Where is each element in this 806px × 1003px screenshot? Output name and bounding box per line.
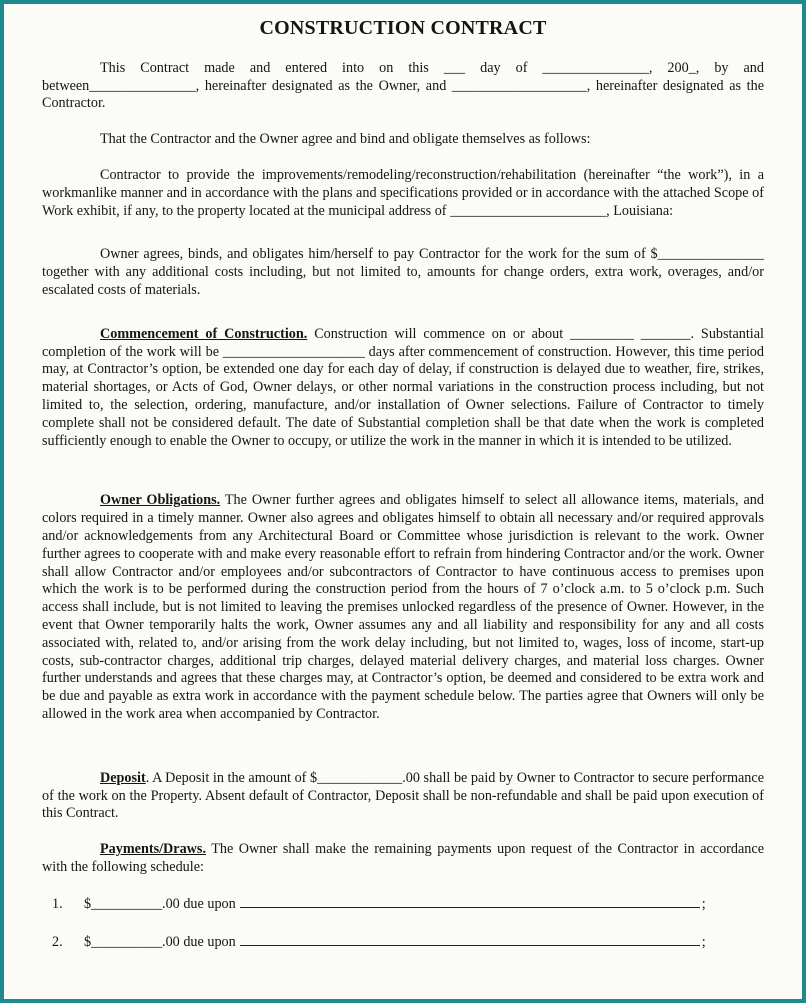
payment-row-blank	[240, 893, 700, 908]
payment-row-number: 2.	[52, 933, 63, 950]
page-title: CONSTRUCTION CONTRACT	[259, 17, 547, 39]
payment-row-end: ;	[701, 895, 706, 912]
payments-heading: Payments/Draws.	[100, 841, 206, 858]
document-page	[4, 4, 802, 999]
contract-document	[42, 14, 764, 949]
deposit-heading: Deposit	[100, 769, 146, 786]
owner-obligations-heading: Owner Obligations.	[100, 492, 221, 509]
payment-row-number: 1.	[52, 895, 63, 912]
owner-obligations-section	[42, 492, 764, 723]
commencement-text: Construction will commence on or about _________ _______. Substantial completion of the work will be ____________________ days after commencement of construction. However, this time period may, at Contractor’s option, be extended one day for each day of delay, if construction is delayed due to weather, fire, strikes, material shortages, or Acts of God, Owner delays, or other normal variations in the construction process including, but not limited to, the selection, ordering, manufacture, and/or installation of Owner selections. Failure of Contractor to timely complete shall not be considered default. The date of Substantial completion shall be that date when the work is completed sufficiently enough to enable the Owner to occupy, or utilize the work in the manner in which it is intended to be utilized.	[42, 325, 764, 449]
payments-text: The Owner shall make the remaining payments upon request of the Contractor in accordance with the following schedule:	[42, 841, 764, 875]
payments-section	[42, 841, 764, 877]
payment-paragraph: Owner agrees, binds, and obligates him/herself to pay Contractor for the work for the sum of $_______________ together with any additional costs including, but not limited to, amounts for change orders, extra work, overages, and/or escalated costs of materials.	[42, 246, 764, 298]
deposit-text: . A Deposit in the amount of $____________.00 shall be paid by Owner to Contractor to secure performance of the work on the Property. Absent default of Contractor, Deposit shall be non-refundable and shall be paid upon execution of this Contract.	[42, 769, 764, 822]
payment-row-amount: $__________.00 due upon	[84, 933, 236, 950]
payment-row	[52, 893, 764, 911]
deposit-section	[42, 770, 764, 823]
payment-row	[52, 931, 764, 949]
commencement-section	[42, 326, 764, 451]
payment-row-end: ;	[701, 933, 706, 950]
scope-paragraph: Contractor to provide the improvements/remodeling/reconstruction/rehabilitation (hereinafter “the work”), in a workmanlike manner and in accordance with the plans and specifications provided or in accordance with the attached Scope of Work exhibit, if any, to the property located at the municipal address of ______________________, Louisiana:	[42, 166, 764, 219]
intro-paragraph: This Contract made and entered into on this ___ day of _______________, 200_, by and between_______________, hereinafter designated as the Owner, and ___________________, hereinafter designated as the Contractor.	[42, 59, 764, 112]
payment-row-blank	[240, 931, 700, 946]
agreement-paragraph: That the Contractor and the Owner agree and bind and obligate themselves as follows:	[100, 131, 591, 148]
owner-obligations-text: The Owner further agrees and obligates himself to select all allowance items, materials, and colors required in a timely manner. Owner also agrees and obligates himself to obtain all necessary and/or required approvals and/or acknowledgements from any Architectural Board or Committee whose jurisdiction is relevant to the work. Owner further agrees to cooperate with and make every reasonable effort to refrain from hindering Contractor and/or the work. Owner shall allow Contractor and/or employees and/or subcontractors of Contractor to have continuous access to premises upon which the work is to be performed during the construction period from the hours of 7 o’clock a.m. to 5 o’clock p.m. Such access shall include, but is not limited to leaving the premises unlocked regardless of the presence of Owner. However, in the event that Owner temporarily halts the work, Owner assumes any and all liability and responsibility for any and all costs associated with, related to, and/or arising from the work delay including, but not limited to, wages, loss of income, start-up costs, sub-contractor charges, additional trip charges, delayed material delivery charges, and material loss charges. Owner further understands and agrees that these charges may, at Contractor’s option, be deemed and considered to be extra work and be due and payable as extra work in accordance with the payment schedule below. The parties agree that Owners will only be allowed in the work area when accompanied by Contractor.	[42, 492, 764, 722]
payment-row-amount: $__________.00 due upon	[84, 895, 236, 912]
commencement-heading: Commencement of Construction.	[100, 325, 308, 342]
